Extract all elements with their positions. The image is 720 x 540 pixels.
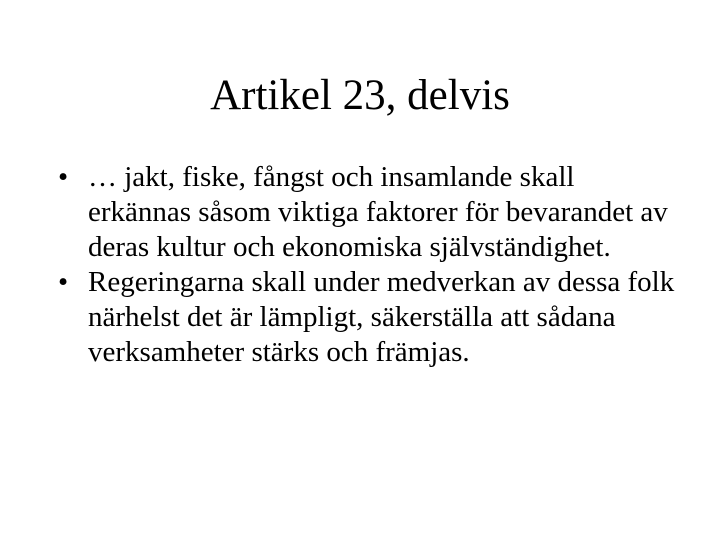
bullet-list <box>58 160 678 370</box>
bullet-text: … jakt, fiske, fångst och insamlande skall erkännas såsom viktiga faktorer för bevarandet av deras kultur och ekonomiska självständighet. <box>88 161 668 263</box>
bullet-item <box>58 265 678 370</box>
slide-title: Artikel 23, delvis <box>210 72 510 119</box>
bullet-dot-icon: • <box>58 161 69 193</box>
bullet-dot-icon: • <box>58 266 69 298</box>
bullet-item <box>58 160 678 265</box>
bullet-text: Regeringarna skall under medverkan av dessa folk närhelst det är lämpligt, säkerställa att sådana verksamheter stärks och främjas. <box>88 266 675 368</box>
